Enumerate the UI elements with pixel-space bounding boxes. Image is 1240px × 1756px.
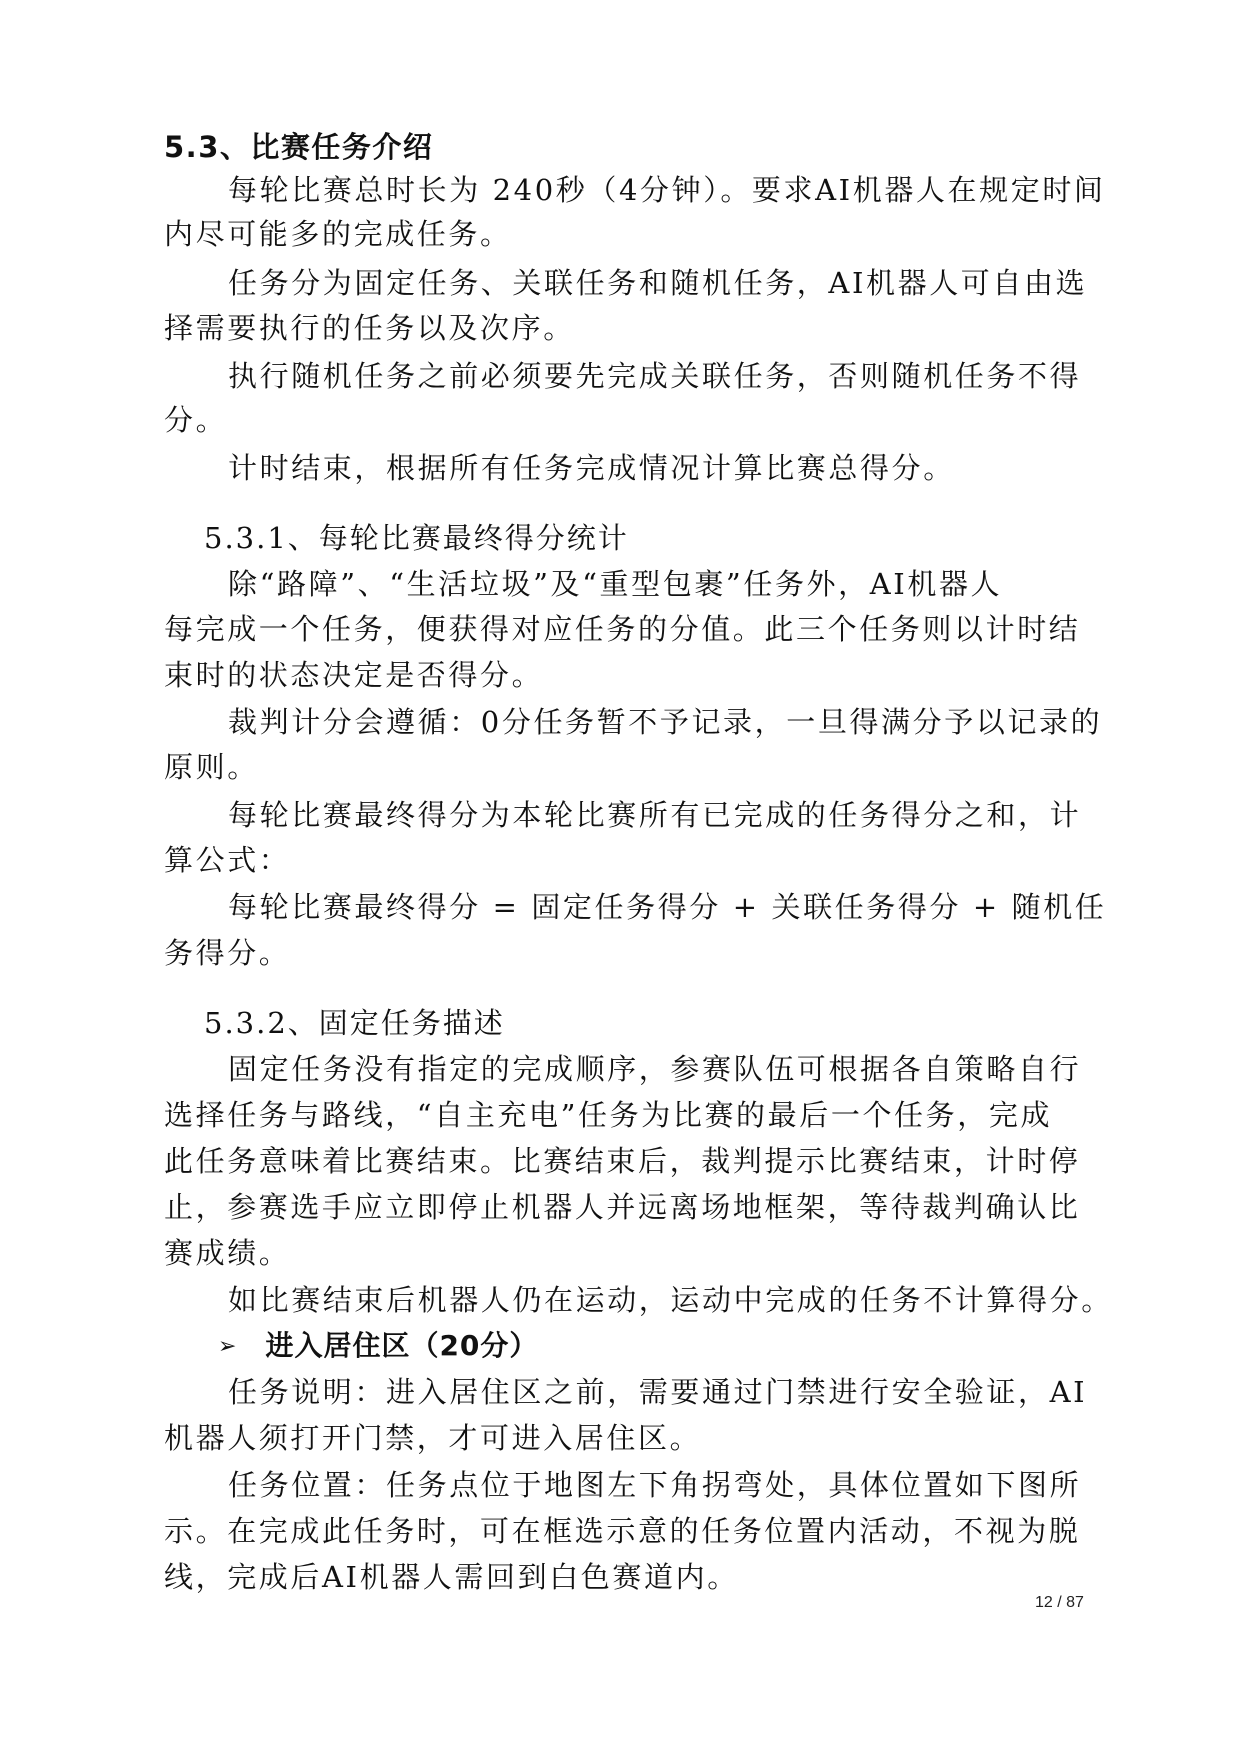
paragraph-line: 赛成绩。 [164,1236,291,1270]
paragraph-line: 每完成一个任务，便获得对应任务的分值。此三个任务则以计时结 [164,612,1081,646]
paragraph-line: 止，参赛选手应立即停止机器人并远离场地框架，等待裁判确认比 [164,1190,1081,1224]
paragraph-line: 机器人须打开门禁，才可进入居住区。 [164,1421,702,1455]
paragraph-line: 任务分为固定任务、关联任务和随机任务，AI机器人可自由选 [228,266,1088,300]
arrowhead-bullet-icon: ➢ [218,1334,238,1359]
paragraph-line: 每轮比赛最终得分为本轮比赛所有已完成的任务得分之和，计 [228,798,1082,832]
paragraph-line: 原则。 [164,750,259,784]
formula-line: 务得分。 [164,936,291,970]
paragraph-line: 每轮比赛总时长为 240秒（4分钟）。要求AI机器人在规定时间 [228,173,1106,207]
formula-line: 每轮比赛最终得分 = 固定任务得分 + 关联任务得分 + 随机任 [228,890,1107,924]
paragraph-line: 束时的状态决定是否得分。 [164,658,544,692]
section-heading: 5.3、比赛任务介绍 [164,130,434,164]
task-heading [218,1324,538,1369]
paragraph-line: 内尽可能多的完成任务。 [164,217,512,251]
subsection-heading: 5.3.1、每轮比赛最终得分统计 [204,521,629,555]
paragraph-line: 示。在完成此任务时，可在框选示意的任务位置内活动，不视为脱 [164,1514,1081,1548]
paragraph-line: 择需要执行的任务以及次序。 [164,311,575,345]
page-number: 12 / 87 [1035,1594,1084,1611]
subsection-heading: 5.3.2、固定任务描述 [204,1006,505,1040]
paragraph-line: 此任务意味着比赛结束。比赛结束后，裁判提示比赛结束，计时停 [164,1144,1081,1178]
task-title: 进入居住区（20分） [265,1329,539,1362]
paragraph-line: 分。 [164,403,228,437]
paragraph-line: 固定任务没有指定的完成顺序，参赛队伍可根据各自策略自行 [228,1052,1082,1086]
paragraph-line: 算公式： [164,843,291,877]
paragraph-line: 如比赛结束后机器人仍在运动，运动中完成的任务不计算得分。 [228,1283,1113,1317]
paragraph-line: 除“路障”、“生活垃圾”及“重型包裹”任务外，AI机器人 [228,567,1003,601]
paragraph-line: 计时结束，根据所有任务完成情况计算比赛总得分。 [228,451,955,485]
paragraph-line: 裁判计分会遵循：0分任务暂不予记录，一旦得满分予以记录的 [228,705,1103,739]
paragraph-line: 执行随机任务之前必须要先完成关联任务，否则随机任务不得 [228,359,1082,393]
paragraph-line: 任务说明：进入居住区之前，需要通过门禁进行安全验证，AI [228,1375,1088,1409]
paragraph-line: 选择任务与路线，“自主充电”任务为比赛的最后一个任务，完成 [164,1098,1053,1132]
paragraph-line: 任务位置：任务点位于地图左下角拐弯处，具体位置如下图所 [228,1468,1082,1502]
paragraph-line: 线，完成后AI机器人需回到白色赛道内。 [164,1560,739,1594]
